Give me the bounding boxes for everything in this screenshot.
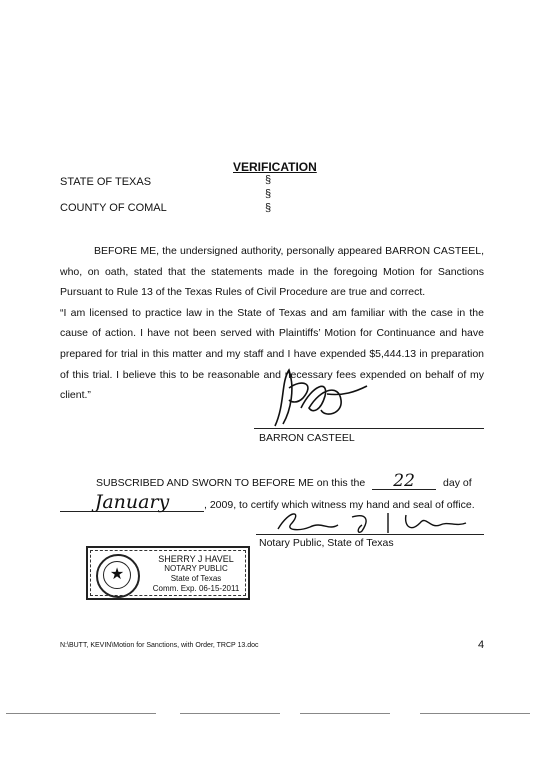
signer-name: BARRON CASTEEL [259,432,355,444]
day-of-text: day of [443,477,472,489]
scan-artifact [6,713,156,714]
subscribed-line [96,471,472,491]
notary-seal [96,554,140,598]
scan-artifact [300,713,390,714]
section-symbol: § [265,188,272,200]
venue-state: STATE OF TEXAS [60,176,152,188]
stamp-text [147,554,245,594]
body-paragraph: BEFORE ME, the undersigned authority, personally appeared BARRON CASTEEL, who, on oath, stated that the statements made in the foregoing Motion for Sanctions Pursuant to Rule 13 of the Texas Rules of Civil Procedure are true and correct. [60,245,484,299]
day-blank [372,471,436,491]
stamp-state: State of Texas [170,574,222,583]
quote-paragraph: “I am licensed to practice law in the State of Texas and am familiar with the case in the cause of action. I have not been served with Plaintiffs’ Motion for Continuance and have prepared for trial in this matter and my staff and I have expended $5,444.13 in preparation of this trial. I believe this to be reasonable and necessary fees expended on behalf of my client.” [60,306,484,402]
stamp-expiry: Comm. Exp. 06-15-2011 [152,584,240,593]
page-number: 4 [478,639,485,651]
signature-notary [270,507,470,537]
day-handwritten: 22 [393,471,415,491]
subscribed-text: SUBSCRIBED AND SWORN TO BEFORE ME on this the [96,477,366,489]
notary-signature-line [256,534,484,535]
signature-line [254,428,484,429]
notary-stamp [86,546,250,600]
document-title: VERIFICATION [233,160,317,174]
month-blank [60,491,204,512]
scan-artifact [180,713,280,714]
section-symbol: § [265,202,272,214]
footer-path: N:\BUTT, KEVIN\Motion for Sanctions, with Order, TRCP 13.doc [60,642,259,649]
section-symbol: § [265,174,272,186]
venue-county: COUNTY OF COMAL [60,202,167,214]
month-handwritten: January [94,491,170,513]
stamp-title: NOTARY PUBLIC [164,564,228,573]
year-text: , 2009, to certify which witness my hand and seal of office. [204,499,475,511]
stamp-name: SHERRY J HAVEL [158,554,234,564]
scan-artifact [420,713,530,714]
signature-barron-casteel [255,364,375,432]
notary-label: Notary Public, State of Texas [259,537,394,549]
star-icon: ★ [103,561,131,589]
